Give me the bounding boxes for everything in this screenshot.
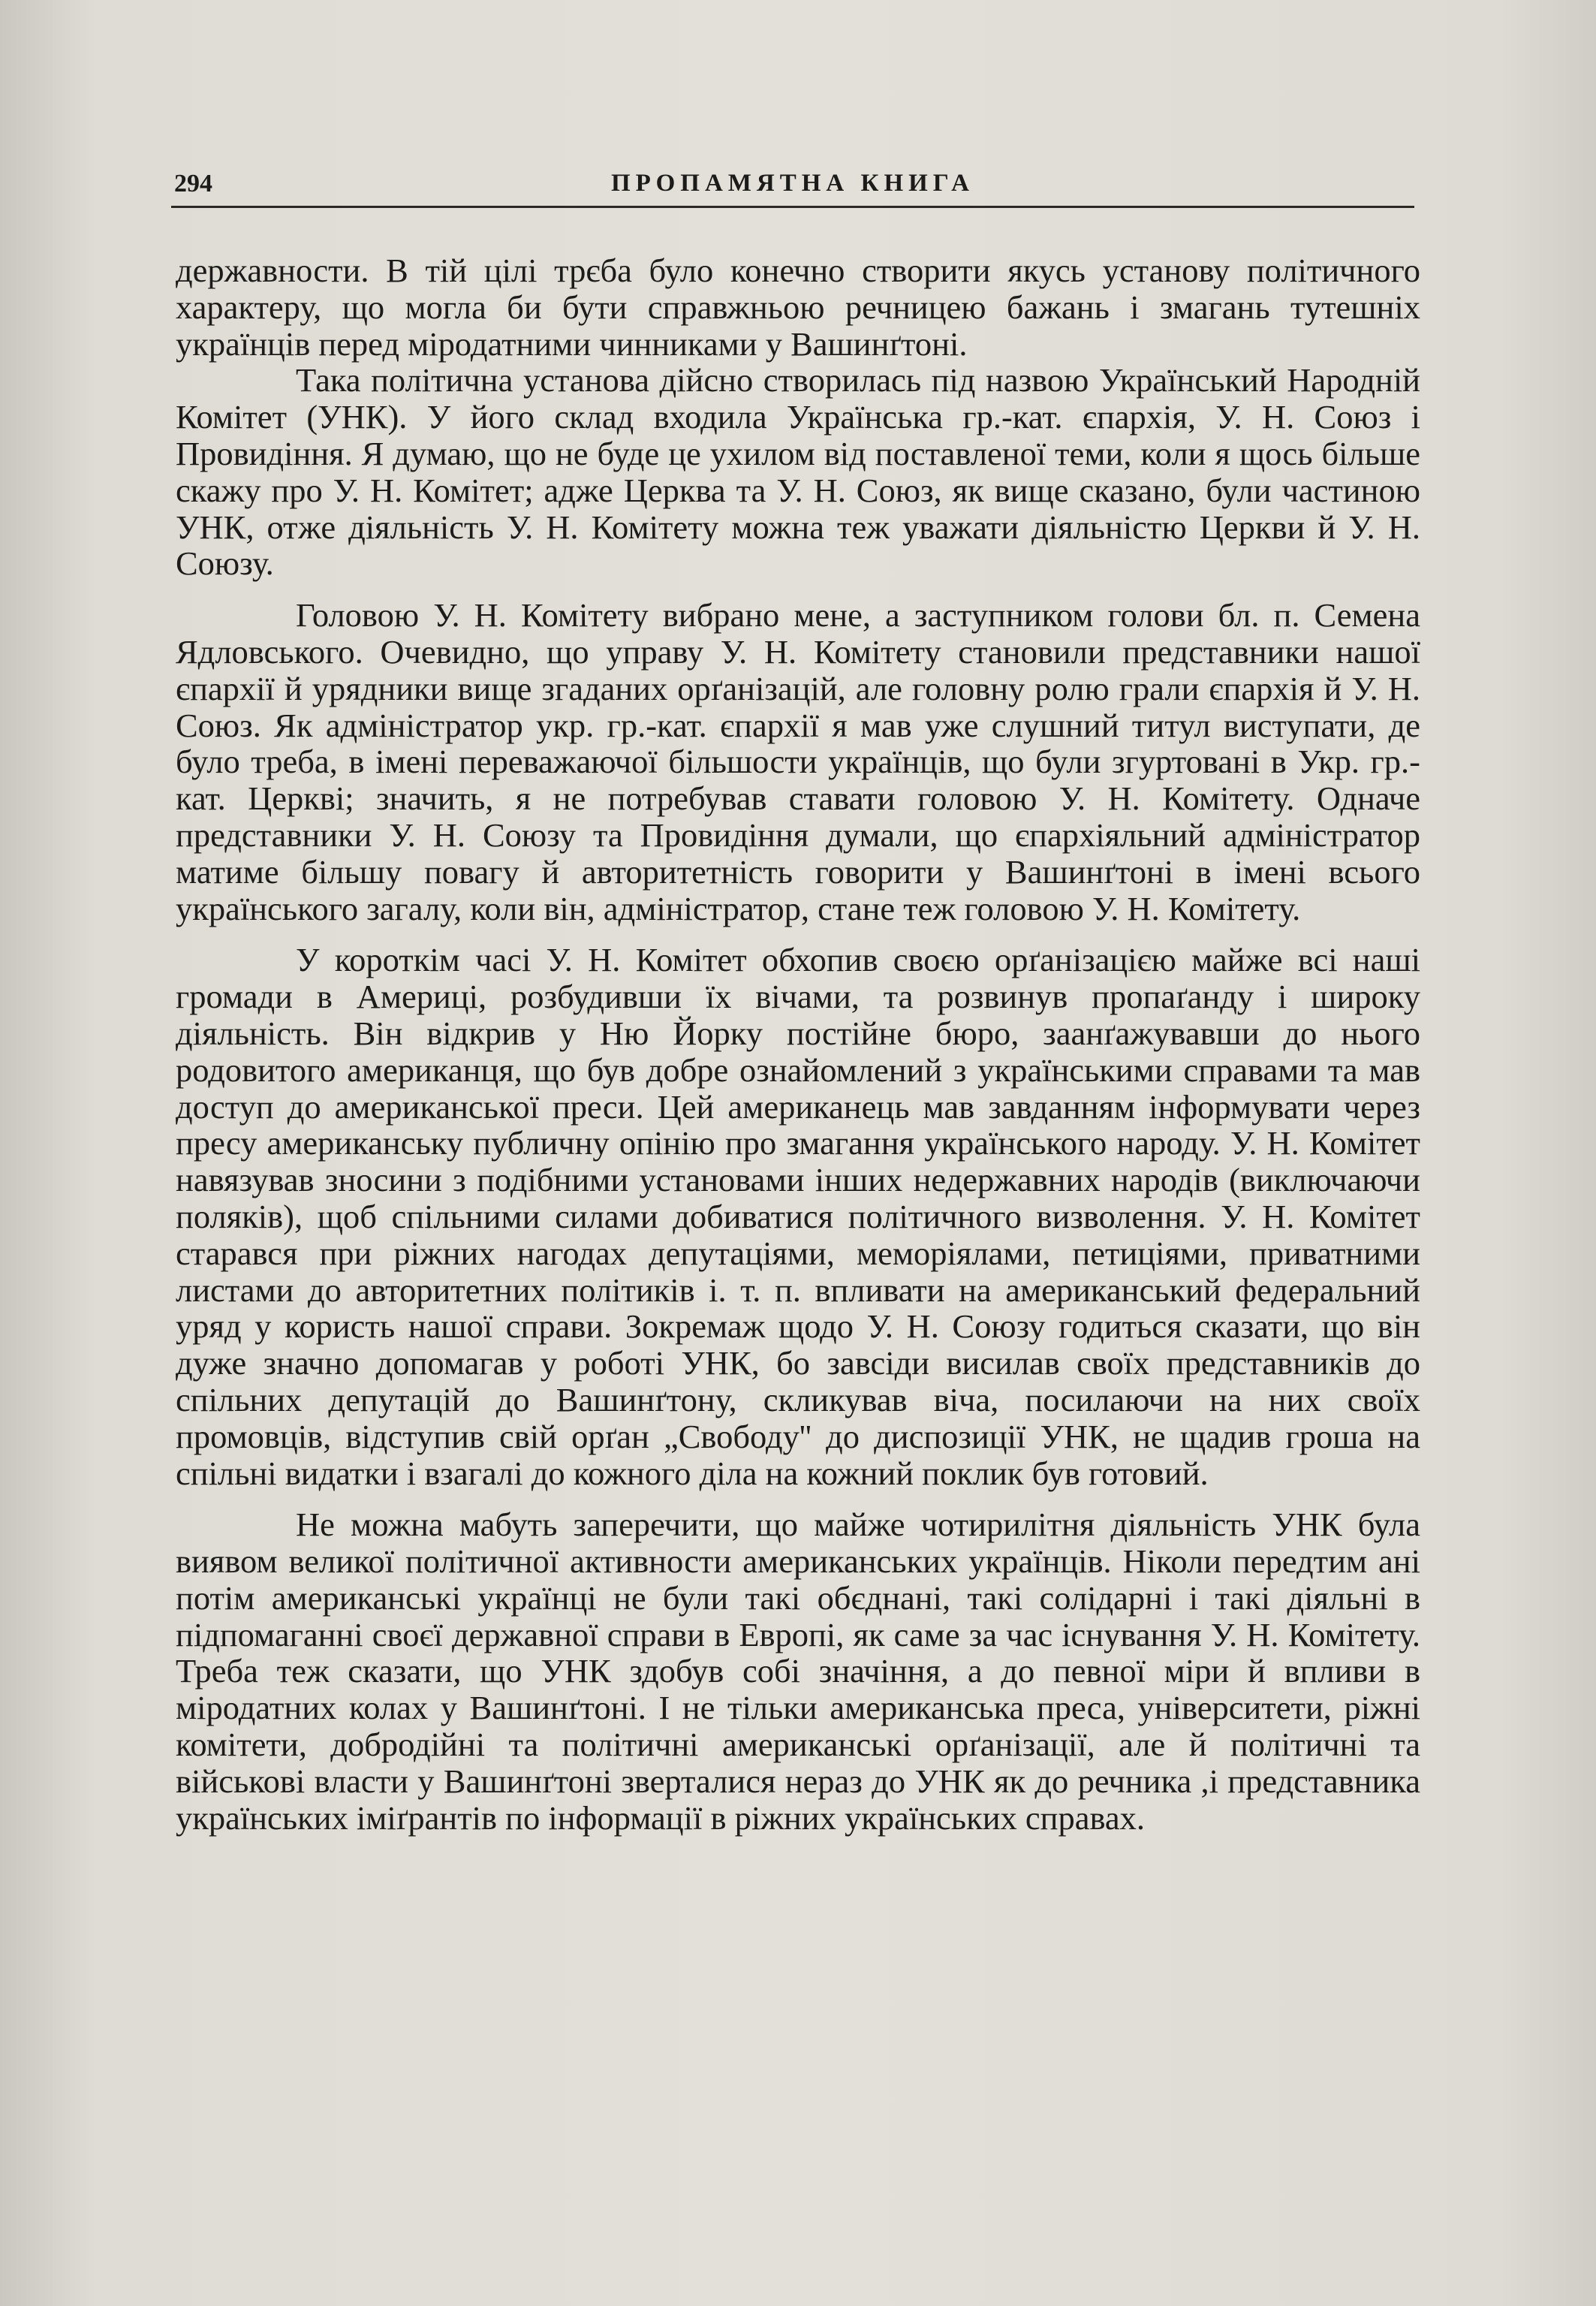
paragraph-4: У короткім часі У. Н. Комітет обхопив своєю орґанізацією майже всі наші громади в Америці, розбудивши їх вічами, та розвинув пропаґанду і широку діяльність. Він відкрив у Ню Йорку постійне бюро, заанґажувавши до нього родовитого американця, що був добре ознайомлений з українськими справами та мав доступ до американської преси. Цей американець мав завданням інформувати через пресу американську публичну опінію про змагання українського народу. У. Н. Комітет навязував зносини з подібними установами інших недержавних народів (виключаючи поляків), щоб спільними силами добиватися політичного визволення. У. Н. Комітет старався при ріжних нагодах депутаціями, меморіялами, петиціями, приватними листами до авторитетних політиків і. т. п. впливати на американський федеральний уряд у користь нашої справи. Зокремаж щодо У. Н. Союзу годиться сказати, що він дуже значно допомагав у роботі УНК, бо завсіди висилав своїх представників до спільних депутацій до Вашинґтону, скликував віча, посилаючи на них своїх промовців, відступив свій орґан „Свободу'' до диспозиції УНК, не щадив гроша на спільні видатки і взагалі до кожного діла на кожний поклик був готовий. [176,941,1420,1492]
paragraph-1: державности. В тій цілі трєба було конечно створити якусь установу політичного характеру, що могла би бути справжньою речницею бажань і змагань тутешніх українців перед міродатними чинниками у Вашинґтоні. [176,252,1420,363]
paragraph-2: Така політична установа дійсно створилась під назвою Український Народній Комітет (УНК). У його склад входила Українська гр.-кат. єпархія, У. Н. Союз і Провидіння. Я думаю, що не буде це ухилом від поставленої теми, коли я щось більше скажу про У. Н. Комітет; адже Церква та У. Н. Союз, як вище сказано, були частиною УНК, отже діяльність У. Н. Комітету можна теж уважати діяльністю Церкви й У. Н. Союзу. [176,361,1420,583]
running-title: ПРОПАМЯТНА КНИГА [610,170,975,197]
paragraph-5: Не можна мабуть заперечити, що майже чотирилітня діяльність УНК була виявом великої політичної активности американських українців. Ніколи передтим ані потім американські українці не були такі обєднані, такі солідарні і такі діяльні в підпомаганні своєї державної справи в Европі, як саме за час існування У. Н. Комітету. Треба теж сказати, що УНК здобув собі значіння, а до певної міри й впливи в міродатних колах у Вашинґтоні. І не тільки американська преса, університети, ріжні комітети, добродійні та політичні американські орґанізації, але й політичні та військові власти у Вашинґтоні зверталися нераз до УНК як до речника ,і представника українських іміґрантів по інформації в ріжних українських справах. [176,1506,1420,1837]
page-header [171,167,1414,208]
page-number: 294 [174,170,212,197]
body-text [176,252,1420,1836]
paragraph-3: Головою У. Н. Комітету вибрано мене, а заступником голови бл. п. Семена Ядловського. Очевидно, що управу У. Н. Комітету становили представники нашої єпархії й урядники вище згаданих орґанізацій, але головну ролю грали єпархія й У. Н. Союз. Як адміністратор укр. гр.-кат. єпархії я мав уже слушний титул виступати, де було треба, в імені переважаючої більшости українців, що були згуртовані в Укр. гр.-кат. Церкві; значить, я не потребував ставати головою У. Н. Комітету. Одначе представники У. Н. Союзу та Провидіння думали, що єпархіяльний адміністратор матиме більшу повагу й авторитетність говорити у Вашинґтоні в імені всього українського загалу, коли він, адміністратор, стане теж головою У. Н. Комітету. [176,596,1420,927]
